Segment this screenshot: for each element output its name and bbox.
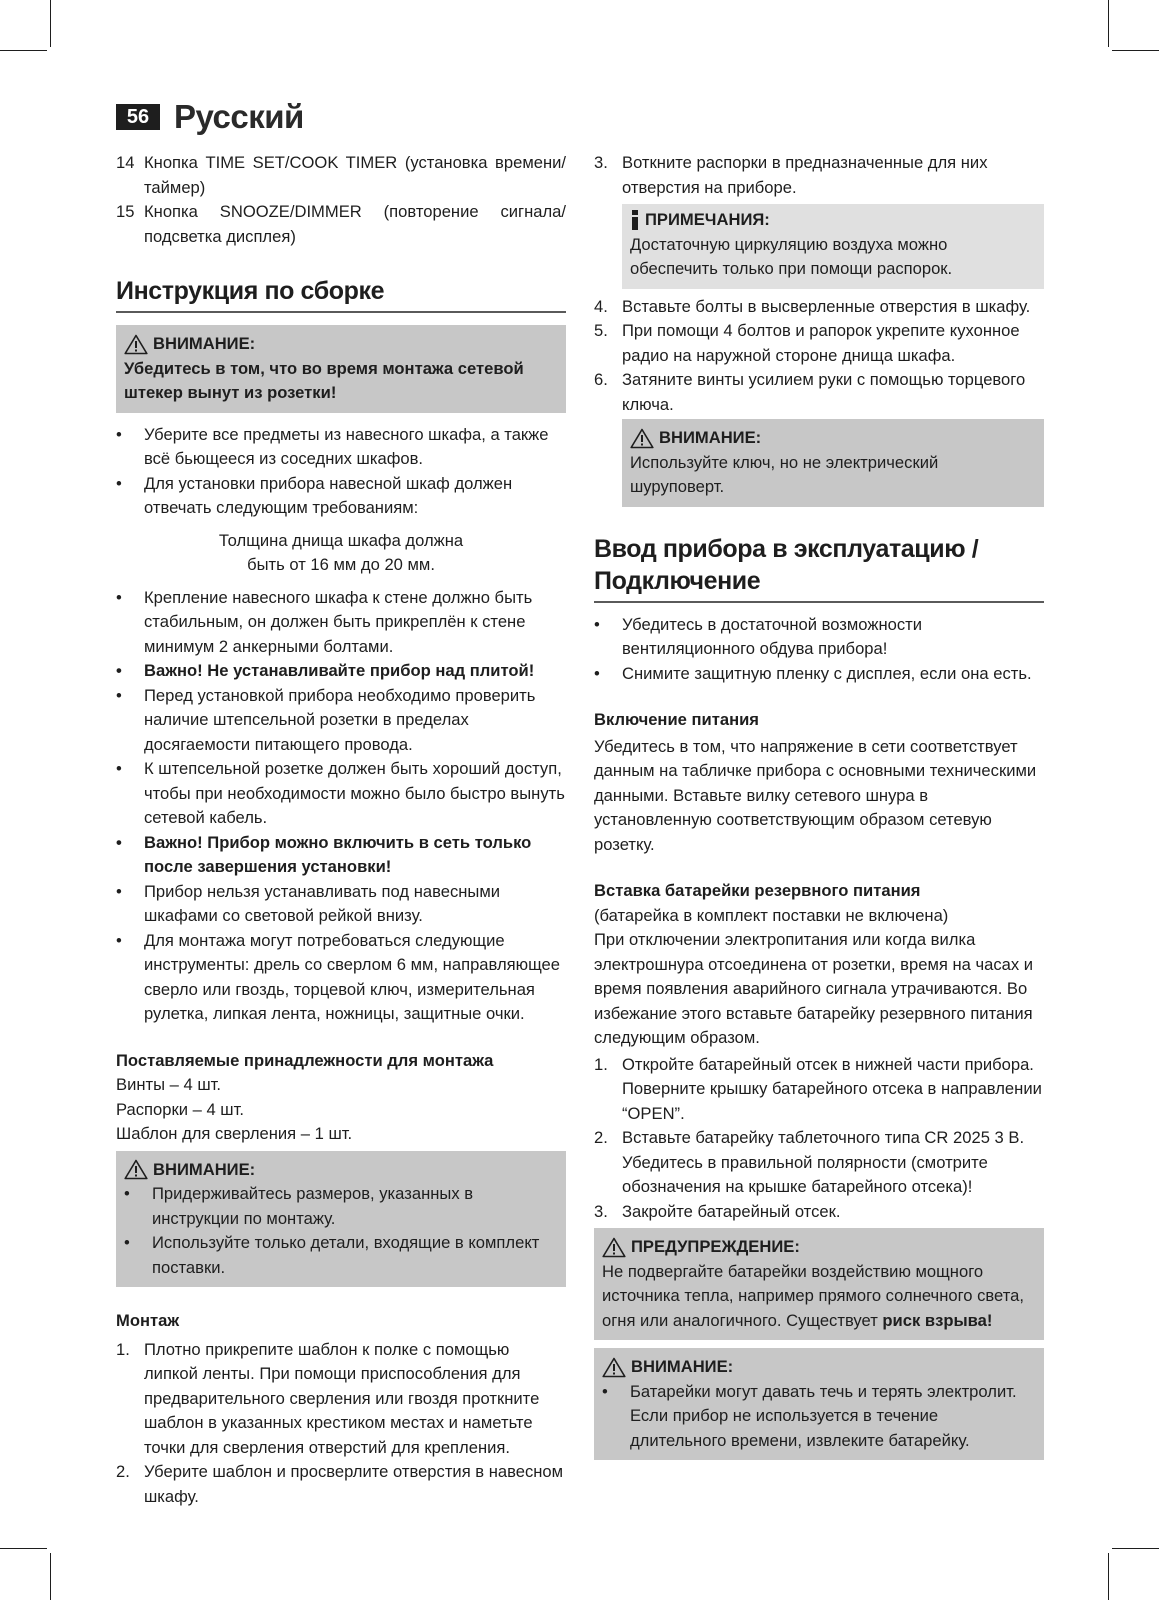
note-title — [630, 208, 1036, 233]
list-item — [116, 831, 566, 880]
warning-title — [602, 1355, 1036, 1380]
battery-text: При отключении электропитания или когда вилка электрошнура отсоединена от розетки, время на часах и время появления аварийного сигнала утрачиваются. Во избежание этого вставьте батарейку резервного питания следующим образом. — [594, 930, 1034, 1047]
item-text: Крепление навесного шкафа к стене должно быть стабильным, он должен быть прикреплён к стене минимум 2 анкерными болтами. — [144, 587, 533, 656]
note-label: ПРИМЕЧАНИЯ: — [645, 210, 770, 229]
caution-text — [602, 1260, 1036, 1334]
mount-steps — [116, 1338, 566, 1510]
item-text: Откройте батарейный отсек в нижней части прибора. Поверните крышку батарейного отсека в направлении “OPEN”. — [622, 1054, 1042, 1123]
item-text: Батарейки могут давать течь и терять электролит. Если прибор не используется в течение длительного времени, извлеките батарейку. — [630, 1381, 1017, 1450]
list-item — [594, 368, 1044, 417]
item-text: Используйте только детали, входящие в комплект поставки. — [152, 1233, 540, 1277]
accessory-item: Распорки – 4 шт. — [116, 1099, 244, 1119]
list-item — [116, 200, 566, 249]
section-title-startup: Ввод прибора в эксплуатацию /Подключение — [594, 533, 1044, 603]
left-column — [116, 151, 566, 1509]
warning-label: ВНИМАНИЕ: — [153, 334, 256, 353]
section-title-assembly: Инструкция по сборке — [116, 275, 566, 313]
steps-list — [594, 151, 1044, 200]
list-item — [594, 1126, 1044, 1200]
accessory-item: Винты – 4 шт. — [116, 1075, 221, 1094]
list-item — [594, 1200, 1044, 1225]
list-item — [116, 1338, 566, 1461]
warning-label: ВНИМАНИЕ: — [631, 1357, 734, 1376]
steps-list — [594, 295, 1044, 418]
list-item — [594, 1053, 1044, 1127]
warning-triangle-icon — [630, 428, 654, 449]
item-text: Кнопка SNOOZE/DIMMER (повторение сигнала/подсветка дисплея) — [144, 202, 566, 246]
bullet-icon: • — [594, 663, 600, 683]
list-item — [602, 1380, 1036, 1454]
warning-title — [630, 426, 1036, 451]
step-number: 6. — [594, 370, 608, 389]
step-number: 1. — [116, 1339, 130, 1359]
item-text: Перед установкой прибора необходимо проверить наличие штепсельной розетки в пределах досягаемости питающего провода. — [144, 685, 536, 754]
requirement-line: Толщина днища шкафа должна — [218, 530, 464, 550]
caution-label: ПРЕДУПРЕЖДЕНИЕ: — [631, 1237, 800, 1256]
step-number: 2. — [594, 1128, 608, 1147]
item-text: Затяните винты усилием руки с помощью торцевого ключа. — [622, 370, 1026, 414]
mount-title: Монтаж — [116, 1311, 180, 1330]
bullet-icon: • — [116, 832, 122, 852]
warning-title — [124, 1158, 558, 1183]
list-item — [116, 151, 566, 200]
list-item — [594, 151, 1044, 200]
control-list — [116, 151, 566, 249]
warning-box — [622, 419, 1044, 507]
item-text: Прибор нельзя устанавливать под навесными шкафами со световой рейкой внизу. — [144, 881, 501, 925]
list-item — [116, 423, 566, 472]
page-language-title: Русский — [174, 97, 304, 135]
warning-list — [124, 1182, 558, 1280]
bullet-icon: • — [116, 661, 122, 680]
warning-triangle-icon — [602, 1237, 626, 1258]
warning-label: ВНИМАНИЕ: — [659, 428, 762, 447]
battery-steps — [594, 1053, 1044, 1225]
item-text: Закройте батарейный отсек. — [622, 1201, 841, 1221]
item-text: При помощи 4 болтов и рапорок укрепите кухонное радио на наружной стороне днища шкафа. — [622, 321, 1020, 365]
list-item — [116, 880, 566, 929]
item-text: Воткните распорки в предназначенные для них отверстия на приборе. — [622, 153, 988, 197]
item-text: Убедитесь в достаточной возможности вентиляционного обдува прибора! — [622, 614, 922, 658]
crop-mark — [1112, 1548, 1159, 1549]
caution-body: Не подвергайте батарейки воздействию мощного источника тепла, например прямого солнечного света, огня или аналогичного. Существует — [602, 1261, 1024, 1330]
warning-list — [602, 1380, 1036, 1454]
warning-text: Используйте ключ, но не электрический шуруповерт. — [630, 452, 939, 496]
caution-emphasis: риск взрыва! — [882, 1310, 993, 1330]
step-number: 5. — [594, 321, 608, 340]
requirements-list — [116, 423, 566, 521]
list-item — [116, 586, 566, 660]
bullet-icon: • — [124, 1184, 130, 1203]
item-text: Вставьте батарейку таблеточного типа CR 2025 3 В. Убедитесь в правильной полярности (смотрите обозначения на крышке батарейного отсека)! — [622, 1128, 1025, 1196]
item-text: Для монтажа могут потребоваться следующие инструменты: дрель со сверлом 6 мм, направляющее сверло или гвоздь, торцевой ключ, измерительная рулетка, липкая лента, ножницы, защитные очки. — [144, 930, 560, 1023]
list-item — [594, 319, 1044, 368]
list-item — [116, 757, 566, 831]
step-number: 4. — [594, 296, 608, 316]
warning-triangle-icon — [124, 1159, 148, 1180]
list-item — [116, 472, 566, 521]
bullet-icon: • — [602, 1381, 608, 1401]
crop-mark — [1108, 0, 1109, 47]
item-number: 14 — [116, 153, 135, 172]
list-item — [594, 295, 1044, 320]
battery-subtitle: (батарейка в комплект поставки не включена) — [594, 905, 949, 925]
bullet-icon: • — [116, 685, 122, 705]
note-text: Достаточную циркуляцию воздуха можно обеспечить только при помощи распорок. — [630, 234, 953, 278]
right-column — [594, 151, 1044, 1460]
installation-list — [116, 586, 566, 1027]
list-item — [124, 1182, 558, 1231]
bullet-icon: • — [124, 1233, 130, 1252]
list-item — [594, 662, 1044, 687]
item-text: Снимите защитную пленку с дисплея, если она есть. — [622, 663, 1032, 683]
accessory-item: Шаблон для сверления – 1 шт. — [116, 1124, 353, 1143]
warning-triangle-icon — [124, 334, 148, 355]
list-item — [116, 929, 566, 1027]
item-text: Уберите шаблон и просверлите отверстия в навесном шкафу. — [144, 1462, 564, 1506]
step-number: 2. — [116, 1462, 130, 1481]
battery-title: Вставка батарейки резервного питания — [594, 881, 921, 900]
startup-list — [594, 613, 1044, 687]
warning-text: Убедитесь в том, что во время монтажа сетевой штекер вынут из розетки! — [124, 358, 524, 402]
crop-mark — [0, 1548, 47, 1549]
step-number: 3. — [594, 153, 608, 172]
list-item — [124, 1231, 558, 1280]
item-text: Уберите все предметы из навесного шкафа, а также всё бьющееся из соседних шкафов. — [144, 424, 549, 468]
step-number: 3. — [594, 1201, 608, 1221]
info-icon — [630, 209, 640, 231]
power-text: Убедитесь в том, что напряжение в сети соответствует данным на табличке прибора с основными техническими данными. Вставьте вилку сетевого шнура в установленную соответствующим образом сетевую розетку. — [594, 736, 1037, 854]
crop-mark — [0, 50, 47, 51]
bullet-icon: • — [116, 473, 122, 493]
item-text: Плотно прикрепите шаблон к полке с помощью липкой ленты. При помощи приспособления для предварительного сверления или гвоздя проткните шаблон в указанных крестиком местах и наметьте точки для сверления отверстий для крепления. — [144, 1339, 540, 1457]
item-text: К штепсельной розетке должен быть хороший доступ, чтобы при необходимости можно было быстро вынуть сетевой кабель. — [144, 759, 565, 827]
bullet-icon: • — [116, 424, 122, 444]
crop-mark — [1108, 1553, 1109, 1600]
crop-mark — [50, 1553, 51, 1600]
bullet-icon: • — [594, 614, 600, 634]
item-text: Вставьте болты в высверленные отверстия в шкафу. — [622, 296, 1031, 316]
warning-title — [124, 332, 558, 357]
requirement-line: быть от 16 мм до 20 мм. — [247, 555, 435, 574]
page-number: 56 — [116, 104, 160, 130]
bullet-icon: • — [116, 930, 122, 950]
list-item — [594, 613, 1044, 662]
item-text: Кнопка TIME SET/COOK TIMER (установка времени/таймер) — [144, 153, 566, 197]
caution-box — [594, 1228, 1044, 1340]
bullet-icon: • — [116, 759, 122, 778]
item-text: Важно! Прибор можно включить в сеть только после завершения установки! — [144, 832, 532, 876]
item-text: Важно! Не устанавливайте прибор над плитой! — [144, 661, 535, 680]
warning-triangle-icon — [602, 1357, 626, 1378]
crop-mark — [50, 0, 51, 47]
warning-box — [594, 1348, 1044, 1460]
warning-box — [116, 325, 566, 413]
note-box — [622, 204, 1044, 289]
step-number: 1. — [594, 1054, 608, 1074]
item-number: 15 — [116, 202, 135, 221]
item-text: Придерживайтесь размеров, указанных в инструкции по монтажу. — [152, 1184, 474, 1228]
crop-mark — [1112, 50, 1159, 51]
warning-box — [116, 1151, 566, 1288]
list-item — [116, 1460, 566, 1509]
bullet-icon: • — [116, 881, 122, 901]
bullet-icon: • — [116, 587, 122, 607]
power-title: Включение питания — [594, 710, 759, 729]
item-text: Для установки прибора навесной шкаф должен отвечать следующим требованиям: — [144, 473, 513, 517]
list-item — [116, 684, 566, 758]
warning-label: ВНИМАНИЕ: — [153, 1159, 256, 1179]
page-header — [116, 97, 304, 135]
list-item — [116, 659, 566, 684]
accessories-title: Поставляемые принадлежности для монтажа — [116, 1050, 494, 1070]
caution-title — [602, 1235, 1036, 1260]
